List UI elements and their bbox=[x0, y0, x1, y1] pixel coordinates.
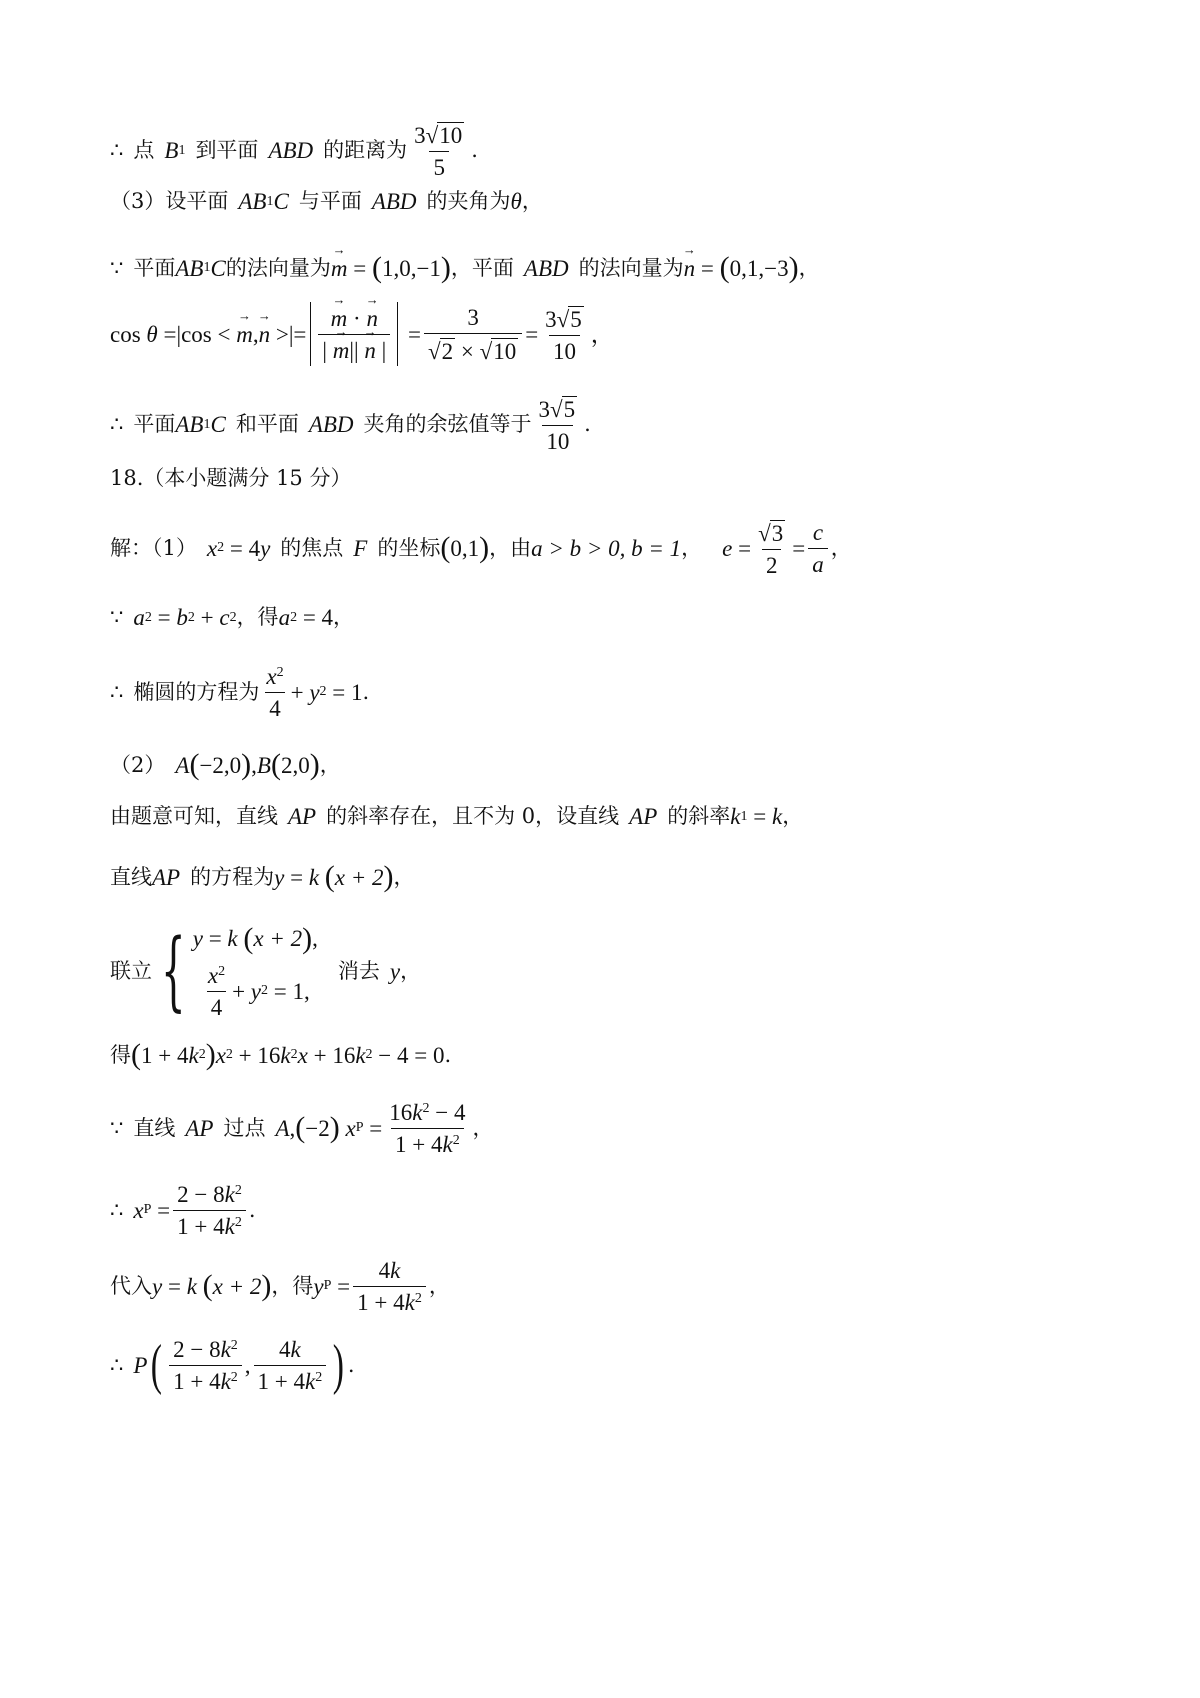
fraction-16k2-4-over-1-4k2: $\frac{16k^2 - 4}{1 + 4k^2}$ bbox=[389, 1099, 466, 1157]
line-system-of-equations bbox=[110, 916, 1140, 1026]
line-cosine-result bbox=[110, 396, 1140, 453]
var-y: y bbox=[389, 958, 401, 984]
point-b: B bbox=[256, 752, 271, 778]
line-ap: AP bbox=[288, 804, 317, 829]
text: 的距离为 bbox=[323, 138, 408, 162]
point-a-coords: −2,0 bbox=[199, 752, 242, 778]
radicand: 5 bbox=[570, 306, 582, 332]
equals: = bbox=[738, 535, 752, 561]
line-a-squared: ∵ a 2 = b 2 + c 2 ，得 a 2 = 4 ， bbox=[110, 605, 355, 630]
radicand: 3 bbox=[771, 520, 784, 546]
text: 消去 bbox=[337, 958, 380, 983]
period: . bbox=[347, 1352, 355, 1377]
comma: ， bbox=[521, 189, 543, 213]
gt: > bbox=[275, 321, 289, 347]
vector-n: → n bbox=[259, 323, 271, 346]
plane-abd: ABD bbox=[268, 138, 314, 163]
text: 解：（1） bbox=[110, 535, 197, 560]
denominator: 1 + 4 bbox=[173, 1368, 221, 1394]
focus-f: F bbox=[353, 535, 368, 561]
equals: = 4 bbox=[229, 535, 261, 561]
var-x: x bbox=[133, 1197, 144, 1223]
coef: 3 bbox=[414, 123, 426, 148]
plane-ab1c bbox=[238, 190, 288, 213]
text: ，得 bbox=[271, 1273, 314, 1298]
var-k: k bbox=[224, 1181, 235, 1207]
fraction-4k-over-1-4k2: $\frac{4k}{1 + 4k^2}$ bbox=[353, 1259, 426, 1314]
text: 和平面 bbox=[235, 412, 299, 436]
vector-n-value: 0,1,−3 bbox=[729, 255, 789, 281]
equals: = bbox=[163, 321, 177, 347]
line-solution-part1: 解：（1） x 2 = 4 y 的焦点 F 的坐标 ( 0,1 ) ，由 a > b > 0, b = 1 ， e = √ 3 2 = $\frac{c}{a}$ ， bbox=[110, 519, 852, 578]
theta: θ bbox=[146, 321, 158, 347]
denominator: a bbox=[808, 548, 828, 576]
var-x: x bbox=[297, 1042, 308, 1068]
system-row-2: $\frac{x^2}{4}$ + y 2 = 1, bbox=[201, 964, 310, 1019]
point-b1 bbox=[164, 139, 185, 162]
numerator: 2 − 8 bbox=[177, 1181, 225, 1207]
period: . bbox=[584, 412, 591, 436]
fraction-c-over-a bbox=[808, 521, 828, 576]
denominator: 4 bbox=[207, 991, 227, 1019]
cos-label: cos < bbox=[181, 321, 231, 347]
comma: ， bbox=[319, 752, 341, 777]
equals: = bbox=[792, 535, 806, 561]
var-y: y bbox=[313, 1273, 324, 1299]
fraction-xp: $\frac{2 - 8k^2}{1 + 4k^2}$ bbox=[169, 1338, 242, 1393]
text: 的坐标 bbox=[377, 535, 441, 560]
var-x: x bbox=[206, 535, 218, 561]
fraction-x2-over-4 bbox=[262, 665, 287, 720]
comma: , bbox=[312, 926, 318, 951]
vector-m-value: 1,0,−1 bbox=[381, 255, 441, 281]
var-k: k bbox=[730, 804, 741, 829]
line-slope-setup bbox=[110, 805, 1140, 828]
exponent: 2 bbox=[217, 540, 225, 555]
comma: ， bbox=[782, 804, 804, 828]
var-x: x bbox=[345, 1115, 356, 1141]
expression: x + 2 bbox=[212, 1273, 262, 1299]
line-ap: AP bbox=[152, 864, 181, 890]
coef: 4 bbox=[279, 1336, 291, 1362]
vector-m: → m bbox=[236, 323, 253, 346]
result: = 4 bbox=[302, 605, 334, 630]
text: 的斜率 bbox=[667, 804, 731, 828]
period: . bbox=[444, 1042, 452, 1067]
cos-theta-equation: cos θ = | cos < → m , → n > |= → $\frac{m \cdot \to n}{| \to m|| \to n |}$ = 3 √ 2 × √ 10 = 3 √ 5 10 ， bbox=[110, 302, 614, 366]
exponent: 2 bbox=[198, 1047, 206, 1062]
point-p: P bbox=[133, 1352, 148, 1378]
text: 点 bbox=[133, 138, 155, 162]
subscript: 1 bbox=[203, 416, 211, 432]
radicand: 2 bbox=[441, 338, 454, 364]
plus: + bbox=[290, 679, 304, 705]
radicand: 5 bbox=[563, 397, 576, 422]
line-ellipse-equation: ∴ 椭圆的方程为 $\frac{x^2}{4}$ + y 2 = 1 . bbox=[110, 663, 370, 721]
var-x: x bbox=[215, 1042, 226, 1068]
plane-ab1c bbox=[175, 257, 225, 280]
period: . bbox=[248, 1197, 256, 1222]
plane-ab1c bbox=[175, 413, 225, 436]
expression: x + 2 bbox=[253, 926, 303, 951]
text: 的法向量为 bbox=[578, 255, 684, 280]
fraction-3sqrt10-over-5: 3 √ 10 5 bbox=[414, 123, 463, 180]
point-b-coords: 2,0 bbox=[280, 752, 310, 778]
period: . bbox=[362, 679, 370, 704]
exponent: 2 bbox=[144, 609, 152, 625]
theta: θ bbox=[510, 189, 522, 214]
denominator: 1 + 4 bbox=[177, 1213, 225, 1239]
point-a: A bbox=[275, 1115, 290, 1141]
equation-system bbox=[192, 921, 318, 1020]
line-part2-points: （2） A ( −2,0 ) , B ( 2,0 ) ， bbox=[110, 748, 341, 781]
var: C bbox=[273, 189, 289, 214]
plus: + bbox=[232, 978, 246, 1004]
fraction-dot-over-norms: → $\frac{m \cdot \to n}{| \to m|| \to n |}$ bbox=[318, 307, 390, 362]
coef: 3 bbox=[538, 397, 551, 422]
exponent: 2 bbox=[218, 963, 226, 979]
var: B bbox=[164, 138, 179, 163]
term: + 16 bbox=[238, 1042, 281, 1068]
result: = 1 bbox=[332, 679, 363, 705]
subscript: 1 bbox=[266, 193, 274, 209]
line-quadratic: 得 ( 1 + 4 k 2 ) x 2 + 16 k 2 x + 16 k 2 − 4 = 0 . bbox=[110, 1038, 452, 1071]
denominator: 1 + 4 bbox=[357, 1289, 405, 1315]
times: × bbox=[460, 338, 474, 364]
therefore-symbol: ∴ bbox=[110, 412, 124, 436]
subscript: P bbox=[323, 1278, 332, 1293]
plus: + bbox=[200, 605, 214, 630]
text: 与平面 bbox=[298, 189, 362, 213]
therefore-symbol: ∴ bbox=[110, 138, 124, 162]
exponent: 2 bbox=[414, 1290, 422, 1306]
left-brace: { bbox=[161, 921, 186, 1021]
var-y: y bbox=[250, 978, 262, 1004]
because-symbol: ∵ bbox=[110, 605, 124, 629]
term: + 16 bbox=[313, 1042, 356, 1068]
line-ap-equation: 直线 AP 的方程为 y = k ( x + 2 ) ， bbox=[110, 860, 415, 893]
comma: ， bbox=[472, 1115, 494, 1140]
point-a: A bbox=[175, 752, 190, 778]
term: − 4 = 0 bbox=[378, 1042, 445, 1068]
plane-abd: ABD bbox=[308, 412, 354, 437]
var-e: e bbox=[722, 535, 733, 561]
radicand: 10 bbox=[493, 338, 517, 364]
text: 得 bbox=[110, 1042, 131, 1067]
comma: , bbox=[252, 321, 259, 347]
text: ，由 bbox=[489, 535, 532, 560]
expression: 1 + 4 bbox=[141, 1042, 189, 1068]
numerator: c bbox=[812, 519, 824, 545]
problem-18-header bbox=[110, 468, 1140, 489]
therefore-symbol: ∴ bbox=[110, 679, 124, 704]
var-y: y bbox=[152, 1273, 163, 1299]
equals: = bbox=[157, 605, 171, 630]
comma: , bbox=[251, 752, 257, 778]
coef: 3 bbox=[545, 306, 557, 332]
text: 的斜率存在，且不为 0，设直线 bbox=[326, 804, 620, 828]
var: AB bbox=[238, 189, 267, 214]
var-b: b bbox=[176, 605, 188, 630]
comma: ， bbox=[830, 535, 852, 560]
var-y: y bbox=[274, 864, 285, 890]
coef: 16 bbox=[389, 1099, 413, 1125]
fraction-3sqrt5-over-10: 3 √ 5 10 bbox=[538, 397, 576, 454]
text: 的法向量为 bbox=[225, 255, 331, 280]
var: AB bbox=[175, 412, 204, 437]
equals: = bbox=[167, 1273, 181, 1299]
line-ap: AP bbox=[185, 1115, 214, 1141]
denominator: 10 bbox=[549, 335, 580, 363]
var-y: y bbox=[309, 679, 320, 705]
text: 联立 bbox=[110, 958, 152, 983]
comma: ， bbox=[400, 958, 422, 983]
equals: = bbox=[407, 321, 421, 347]
var-k: k bbox=[308, 864, 320, 890]
fraction-3-over-sqrt2-sqrt10: 3 √ 2 × √ 10 bbox=[424, 306, 522, 363]
comma: ， bbox=[428, 1273, 450, 1298]
comma: ， bbox=[333, 605, 355, 629]
equals: = bbox=[290, 864, 304, 890]
text: 代入 bbox=[110, 1273, 152, 1298]
subscript: P bbox=[355, 1120, 364, 1135]
fraction-x2-over-4 bbox=[204, 964, 229, 1019]
var: C bbox=[210, 412, 226, 437]
var-k: k bbox=[355, 1042, 366, 1068]
exponent: 2 bbox=[234, 1182, 242, 1198]
text: 过点 bbox=[223, 1115, 266, 1140]
comma: , bbox=[244, 1352, 251, 1378]
text: 的方程为 bbox=[190, 864, 275, 889]
line-xp-product: ∵ 直线 AP 过点 A , ( −2 ) x P = $\frac{16k^2 - 4}{1 + 4k^2}$ ， bbox=[110, 1099, 494, 1157]
var-x: x bbox=[266, 663, 277, 689]
text: 夹角的余弦值等于 bbox=[363, 412, 532, 436]
var-y: y bbox=[192, 926, 203, 951]
text: 平面 bbox=[133, 412, 176, 436]
fraction-3sqrt5-over-10: 3 √ 5 10 bbox=[545, 306, 582, 364]
text: 由题意可知，直线 bbox=[110, 804, 278, 828]
equals: = bbox=[353, 255, 367, 281]
focus-coordinates: 0,1 bbox=[450, 535, 480, 561]
radicand: 10 bbox=[439, 123, 463, 148]
var-c: c bbox=[219, 605, 230, 630]
line-point-p: ∴ P ( $\frac{2 - 8k^2}{1 + 4k^2}$ , $\frac{4k}{1 + 4k^2}$ ) . bbox=[110, 1334, 355, 1396]
fraction-sqrt3-over-2: √ 3 2 bbox=[758, 520, 784, 578]
exponent: 2 bbox=[230, 1337, 238, 1353]
numerator: 2 − 8 bbox=[173, 1336, 221, 1362]
because-symbol: ∵ bbox=[110, 255, 124, 280]
exponent: 2 bbox=[276, 664, 284, 680]
var-a: a bbox=[278, 605, 291, 630]
equals: = bbox=[157, 1197, 171, 1223]
var-k: k bbox=[188, 1042, 199, 1068]
comma: ， bbox=[798, 255, 820, 280]
fraction-yp: $\frac{4k}{1 + 4k^2}$ bbox=[254, 1338, 327, 1393]
subscript: P bbox=[143, 1202, 152, 1217]
denominator: 5 bbox=[429, 151, 449, 179]
equals: = bbox=[753, 804, 767, 829]
system-row-1: y = k ( x + 2 ) , bbox=[192, 921, 318, 955]
var-a: a bbox=[133, 605, 145, 630]
dot: · bbox=[353, 305, 361, 331]
comma: , bbox=[289, 1115, 296, 1141]
text: ，平面 bbox=[450, 255, 514, 280]
cos: cos bbox=[110, 321, 141, 347]
line-xp-result bbox=[110, 1180, 1140, 1240]
condition-abc: a > b > 0, b = 1 bbox=[531, 535, 682, 561]
vector-n: → n bbox=[684, 257, 696, 280]
period: . bbox=[471, 138, 478, 162]
term: − 4 bbox=[435, 1099, 466, 1125]
denominator: 10 bbox=[542, 425, 573, 453]
text: 的夹角为 bbox=[426, 189, 511, 213]
var: AB bbox=[175, 255, 204, 281]
therefore-symbol: ∴ bbox=[110, 1352, 124, 1377]
var-k: k bbox=[412, 1099, 423, 1125]
var-x: x bbox=[207, 962, 219, 988]
line-ap: AP bbox=[629, 804, 658, 829]
text: ，得 bbox=[236, 605, 279, 629]
therefore-symbol: ∴ bbox=[110, 1197, 124, 1222]
equals: = bbox=[700, 255, 714, 281]
comma: ， bbox=[393, 864, 415, 889]
equals: = bbox=[208, 926, 222, 951]
line-part3-intro bbox=[110, 190, 1140, 213]
plane-abd: ABD bbox=[523, 255, 569, 281]
var-k: k bbox=[220, 1336, 231, 1362]
text: 椭圆的方程为 bbox=[133, 679, 260, 704]
denominator: 1 + 4 bbox=[395, 1131, 443, 1157]
text: 到平面 bbox=[195, 138, 259, 162]
denominator: 4 bbox=[265, 692, 285, 720]
expression: x + 2 bbox=[334, 864, 384, 890]
subscript: 1 bbox=[178, 142, 186, 158]
vector-m: → m bbox=[331, 257, 348, 280]
var-k: k bbox=[280, 1042, 291, 1068]
text: 直线 bbox=[110, 864, 152, 889]
text: （3）设平面 bbox=[110, 189, 229, 213]
plane-abd: ABD bbox=[371, 189, 417, 214]
subscript: 1 bbox=[740, 808, 748, 824]
line-cos-theta bbox=[110, 304, 1140, 364]
equals: = bbox=[337, 1273, 351, 1299]
text: 直线 bbox=[133, 1115, 176, 1140]
numerator: 3 bbox=[467, 304, 479, 330]
line-distance-result bbox=[110, 122, 1140, 179]
var-y: y bbox=[260, 535, 271, 561]
denominator: 2 bbox=[762, 549, 782, 577]
line-normal-vectors: ∵ 平面 AB 1 C 的法向量为 → m = ( 1,0,−1 ) ，平面 ABD 的法向量为 → n = ( 0,1,−3 ) ， bbox=[110, 253, 1140, 283]
problem-title: 18.（本小题满分 15 分） bbox=[110, 466, 352, 490]
var-k: k bbox=[771, 804, 783, 829]
comma: ， bbox=[590, 321, 614, 347]
text: ， bbox=[681, 535, 703, 560]
text: （2） bbox=[110, 752, 166, 777]
subscript: 1 bbox=[203, 260, 211, 275]
equals: = bbox=[369, 1115, 383, 1141]
result: = 1, bbox=[273, 978, 310, 1004]
var-k: k bbox=[390, 1257, 401, 1283]
line-yp-result: 代入 y = k ( x + 2 ) ，得 y P = $\frac{4k}{1 + 4k^2}$ ， bbox=[110, 1257, 450, 1315]
var-k: k bbox=[227, 926, 238, 951]
var: C bbox=[210, 255, 226, 281]
because-symbol: ∵ bbox=[110, 1115, 124, 1140]
coef: 4 bbox=[378, 1257, 391, 1283]
text: 的焦点 bbox=[280, 535, 344, 560]
value: −2 bbox=[305, 1115, 330, 1141]
var-k: k bbox=[186, 1273, 197, 1299]
fraction-2-8k2-over-1-4k2: $\frac{2 - 8k^2}{1 + 4k^2}$ bbox=[173, 1183, 246, 1238]
equals: = bbox=[525, 321, 539, 347]
text: 平面 bbox=[133, 255, 176, 280]
